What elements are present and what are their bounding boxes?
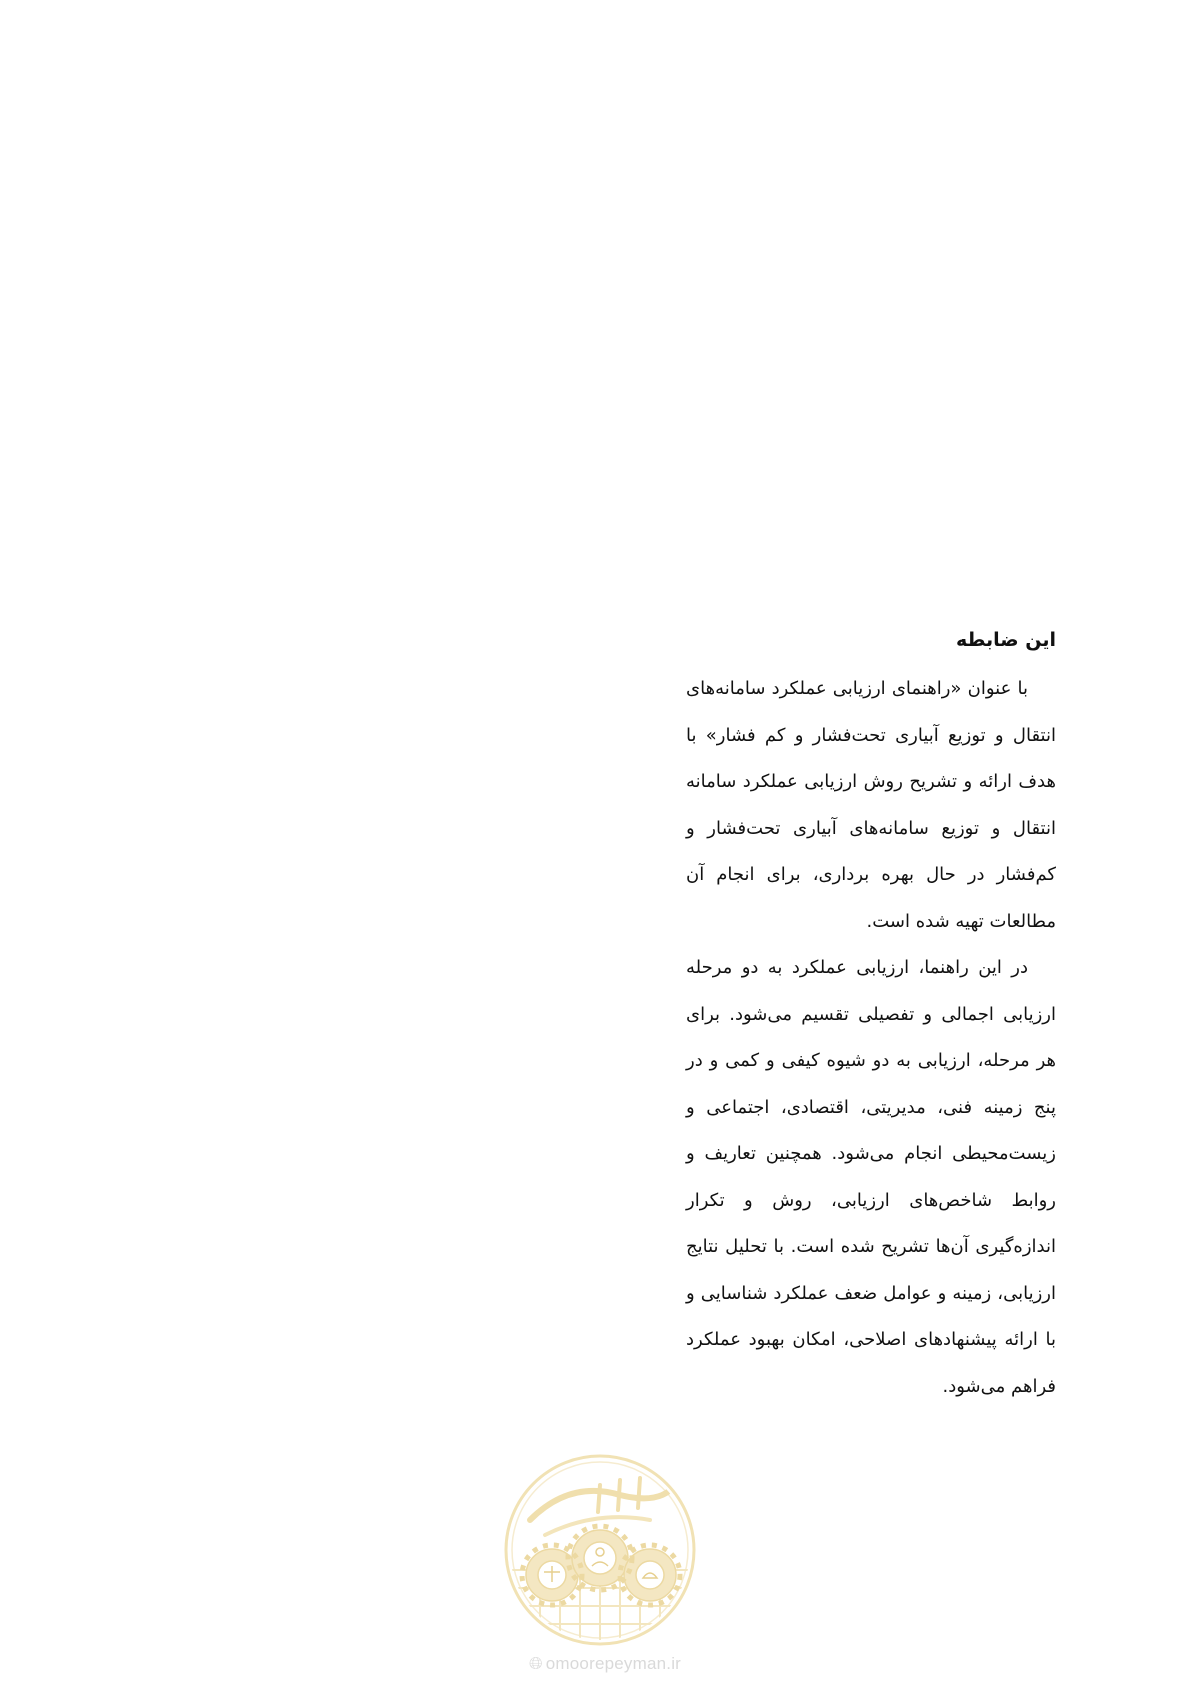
paragraph-method: در این راهنما، ارزیابی عملکرد به دو مرحله ارزیابی اجمالی و تفصیلی تقسیم می‌شود. برای هر مرحله، ارزیابی به دو شیوه کیفی و کمی و در پنج زمینه فنی، مدیریتی، اقتصادی، اجتماعی و زیست‌محیطی انجام می‌شود. همچنین تعاریف و روابط شاخص‌های ارزیابی، روش و تکرار اندازه‌گیری آن‌ها تشریح شده است. با تحلیل نتایج ارزیابی، زمینه و عوامل ضعف عملکرد شناسایی و با ارائه پیشنهادهای اصلاحی، امکان بهبود عملکرد فراهم می‌شود. [686, 957, 1056, 1397]
paragraph-intro: با عنوان «راهنمای ارزیابی عملکرد سامانه‌های انتقال و توزیع آبیاری تحت‌فشار و کم فشار» با هدف ارائه و تشریح روش ارزیابی عملکرد سامانه انتقال و توزیع سامانه‌های آبیاری تحت‌فشار و کم‌فشار در حال بهره برداری، برای انجام آن مطالعات تهیه شده است. [686, 678, 1056, 932]
watermark-logo [500, 1450, 700, 1650]
globe-icon: 🌐︎ [528, 1654, 543, 1673]
gear-seal-logo-icon [500, 1450, 700, 1650]
website-text: omoorepeyman.ir [545, 1654, 682, 1673]
watermark-website [505, 1654, 705, 1674]
document-section [686, 626, 1056, 1410]
section-heading: این ضابطه [955, 629, 1056, 651]
